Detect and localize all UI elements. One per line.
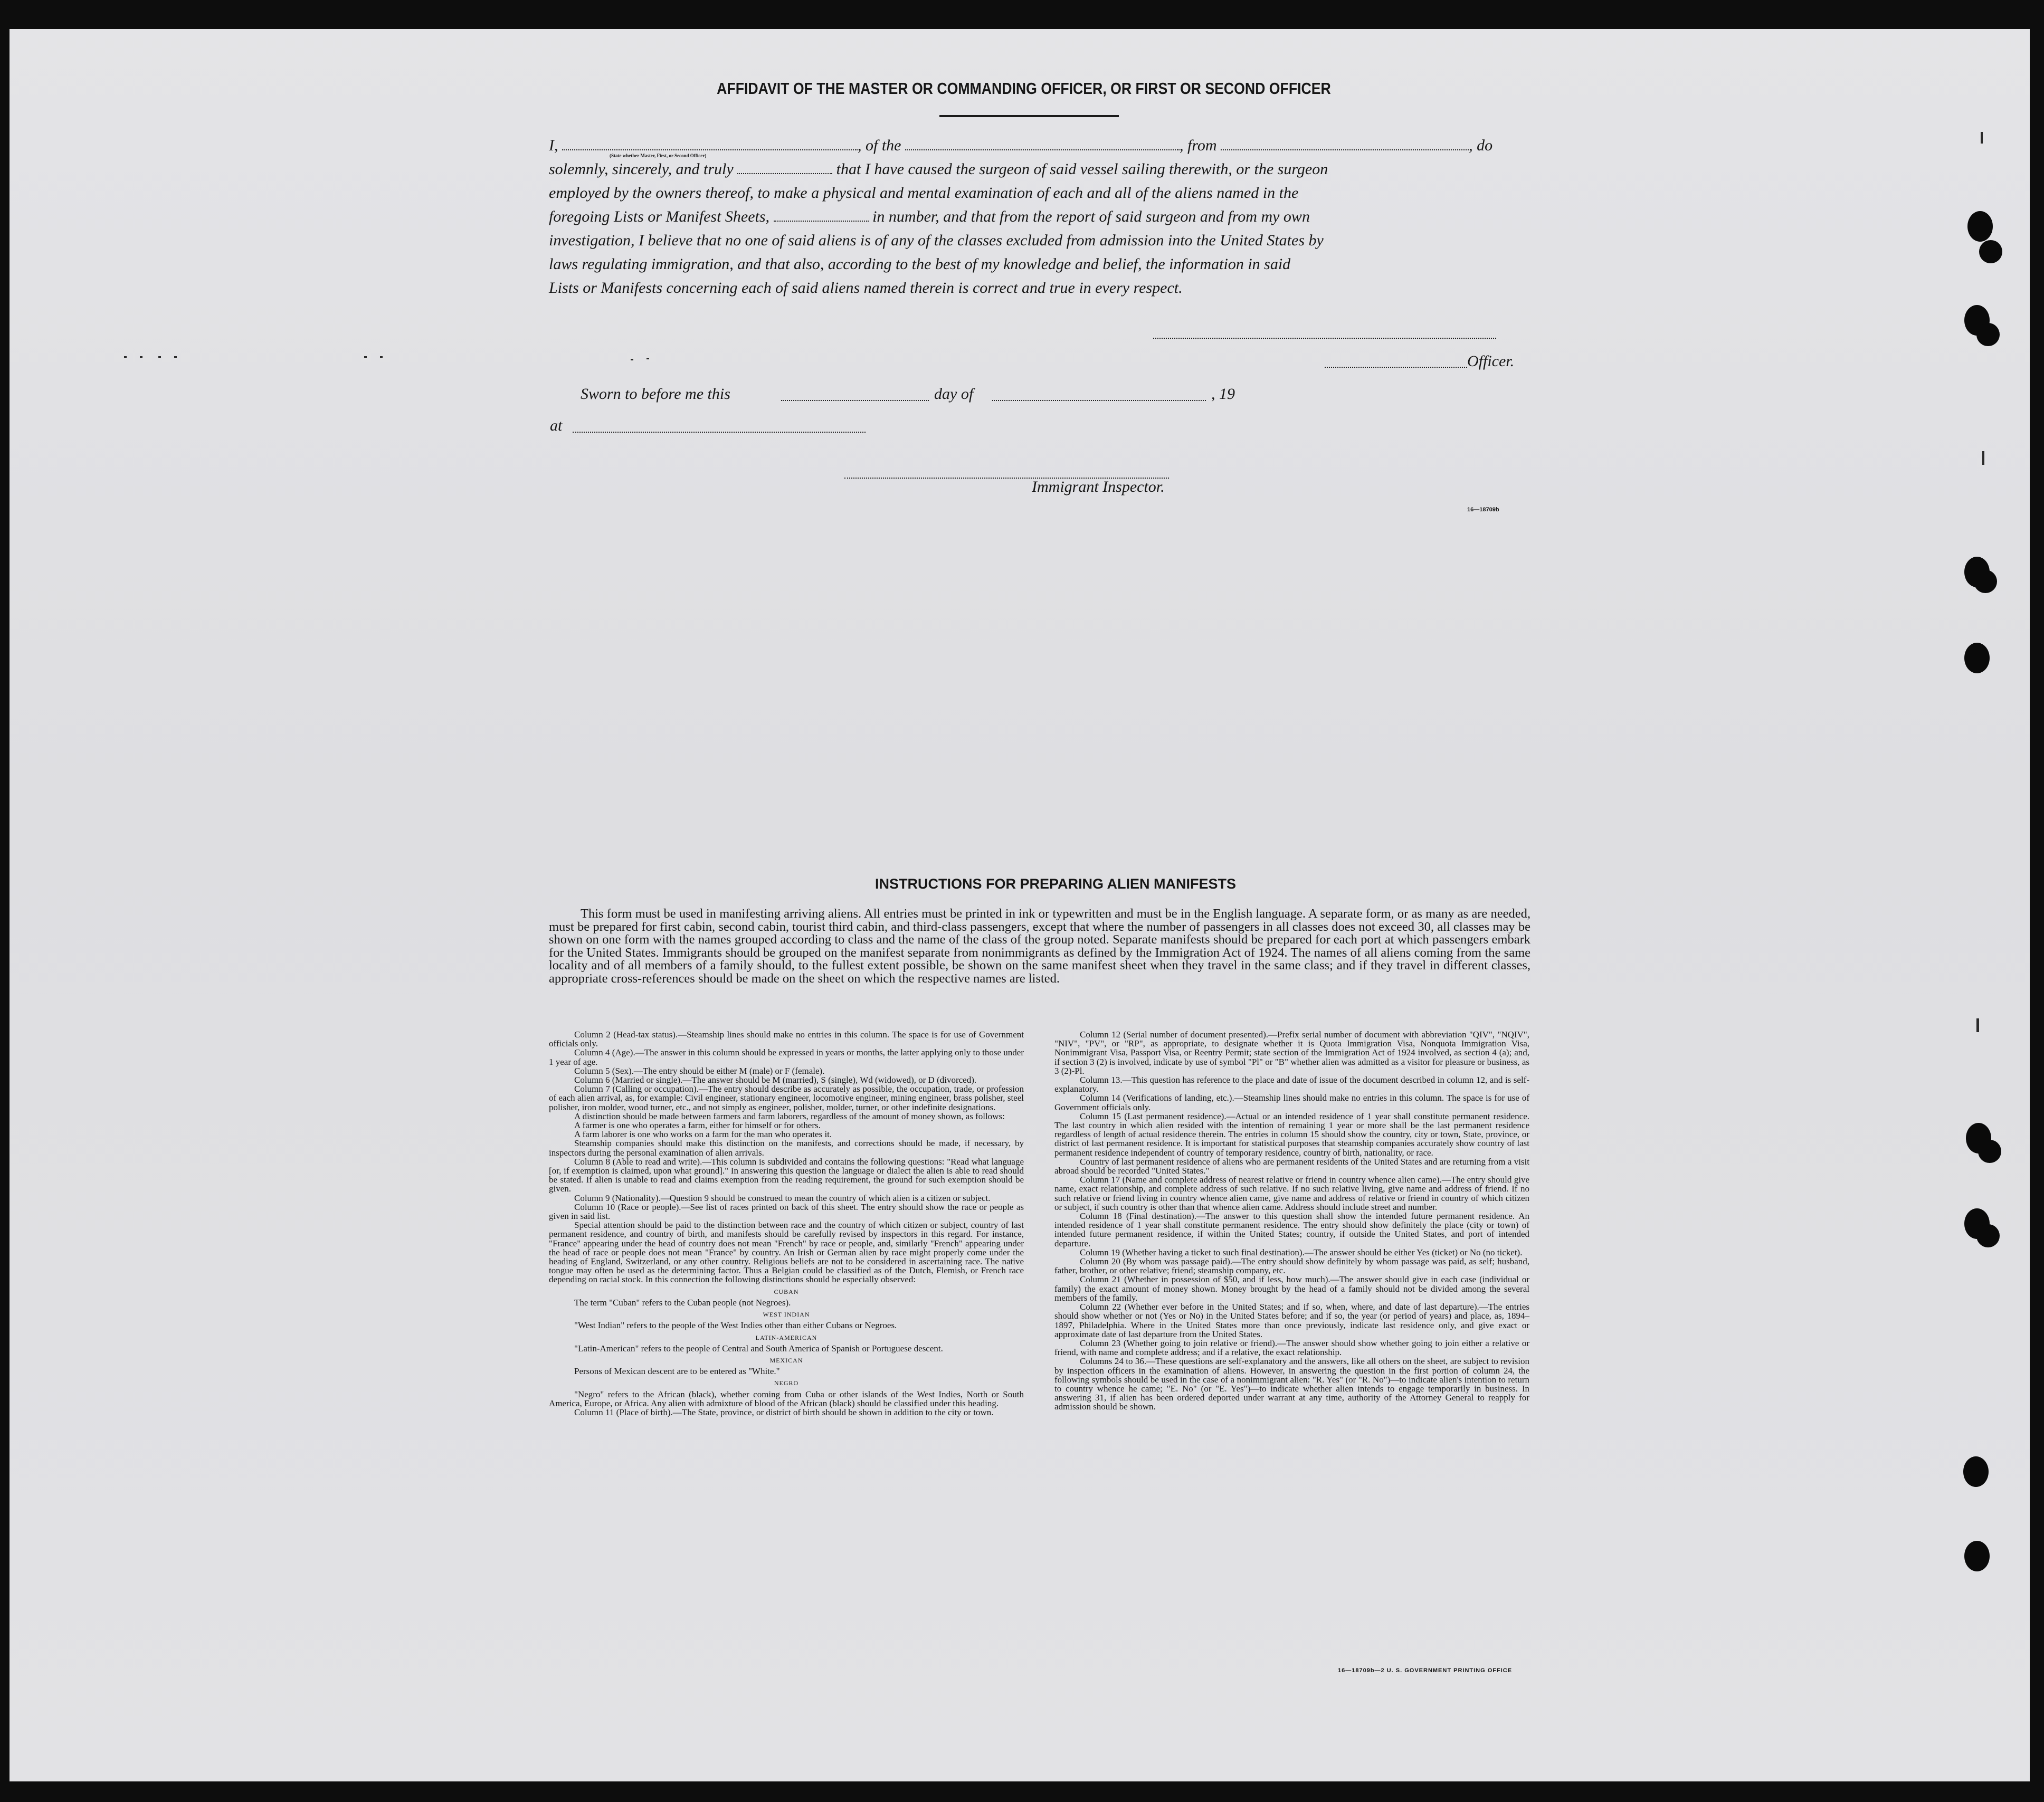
instruction-paragraph: Column 12 (Serial number of document presented).—Prefix serial number of document with abbreviation "QIV", "NQIV", "NIV", "PV", or "RP", as appropriate, to designate whether it is Quota Immigration Visa, Nonquota Immigration Visa, Nonimmigrant Visa, Passport Visa, or Reentry Permit; state section of the Immigration Act of 1924 involved, as section 4 (a); and, if section 3 (2) is involved, indicate by use of symbol "Pl" or "B" whether alien was admitted as a visitor for pleasure or business, as 3 (2)-Pl. bbox=[1054, 1029, 1529, 1076]
instruction-paragraph: Column 22 (Whether ever before in the United States; and if so, when, where, and date of last departure).—The entries should show whether or not (Yes or No) in the United States before; and if so, the year (or period of years) and place, as, 1894–1897, Philadelphia. Where in the United States more than once previously, indicate last residence only, and give exact or approximate date of last departure from the United States. bbox=[1054, 1302, 1529, 1339]
affidavit-do-text: , do bbox=[1469, 137, 1493, 154]
scan-border-bottom bbox=[0, 1781, 2044, 1802]
instruction-paragraph: Column 19 (Whether having a ticket to such final destination).—The answer should be either Yes (ticket) or No (no ticket). bbox=[1080, 1247, 1523, 1257]
vessel-name-field[interactable] bbox=[905, 146, 1180, 150]
affidavit-i-text: I, bbox=[549, 137, 558, 154]
instruction-paragraph: A farmer is one who operates a farm, either for himself or for others. bbox=[574, 1120, 821, 1131]
punch-hole bbox=[1974, 570, 1997, 593]
printing-office-footer: 16—18709b—2 U. S. GOVERNMENT PRINTING OFFICE bbox=[1338, 1667, 1513, 1674]
scan-speck bbox=[1976, 1018, 1979, 1032]
declaration-field[interactable] bbox=[737, 170, 832, 174]
instruction-paragraph: Column 18 (Final destination).—The answer to this question shall show the intended future permanent residence. An intended residence of 1 year shall constitute permanent residence. The entry should show definitely the place (city or town) of intended future permanent residence, if within the United States; country, if outside the United States, and port of intended departure. bbox=[1054, 1211, 1529, 1248]
instruction-paragraph: Steamship companies should make this distinction on the manifests, and corrections should be made, if necessary, by inspectors during the personal examination of alien arrivals. bbox=[549, 1138, 1024, 1158]
affidavit-line-3: employed by the owners thereof, to make a physical and mental examination of each and all of the aliens named in the bbox=[549, 184, 1299, 202]
title-underline bbox=[939, 115, 1119, 117]
instruction-paragraph: Column 9 (Nationality).—Question 9 should be construed to mean the country of which alien is a citizen or subject. bbox=[574, 1193, 991, 1203]
form-number: 16—18709b bbox=[1467, 507, 1499, 513]
affidavit-line-7: Lists or Manifests concerning each of said aliens named therein is correct and true in every respect. bbox=[549, 279, 1183, 297]
scan-speck bbox=[124, 356, 127, 358]
place-field[interactable] bbox=[573, 432, 866, 433]
definition-heading: MEXICAN bbox=[769, 1356, 803, 1364]
definition-heading: LATIN-AMERICAN bbox=[755, 1333, 817, 1341]
sheet-count-field[interactable] bbox=[774, 217, 869, 222]
instruction-paragraph: A distinction should be made between farmers and farm laborers, regardless of the amount of money shown, as follows: bbox=[574, 1111, 1005, 1121]
definition-heading: NEGRO bbox=[774, 1379, 799, 1387]
instruction-paragraph: Column 2 (Head-tax status).—Steamship lines should make no entries in this column. The space is for use of Government officials only. bbox=[549, 1029, 1024, 1049]
scan-speck bbox=[380, 356, 383, 358]
instruction-paragraph: Special attention should be paid to the distinction between race and the country of which citizen or subject, country of last permanent residence, and country of birth, and manifests should be carefully revised by inspectors in this regard. For instance, "France" appearing under the head of country does not mean "French" by race or people, and, similarly "French" appearing under the head of race or people does not mean "France" by country. An Irish or German alien by race might properly come under the heading of England, Switzerland, or any other country. Religious beliefs are not to be considered in ascertaining race. The native tongue may often be used as the determining factor. Thus a Belgian could be classified as of the Dutch, Flemish, or French race depending on racial stock. In this connection the following distinctions should be especially observed: bbox=[549, 1220, 1024, 1285]
instruction-paragraph: Column 14 (Verifications of landing, etc.).—Steamship lines should make no entries in this column. The space is for use of Government officials only. bbox=[1054, 1093, 1529, 1112]
instruction-paragraph: Column 23 (Whether going to join relative or friend).—The answer should show whether going to join either a relative or friend, with name and complete address; and if a relative, the exact relationship. bbox=[1054, 1338, 1529, 1358]
affidavit-text: in number, and that from the report of said surgeon and from my own bbox=[872, 208, 1310, 225]
punch-hole bbox=[1976, 323, 2000, 346]
affidavit-line-5: investigation, I believe that no one of said aliens is of any of the classes excluded from admission into the United States by bbox=[549, 232, 1324, 249]
port-from-field[interactable] bbox=[1221, 146, 1469, 150]
instructions-intro: This form must be used in manifesting arriving aliens. All entries must be printed in ink or typewritten and must be in the English language. A separate form, or as many as are needed, must be prepared for first cabin, second cabin, tourist third cabin, and third-class passengers, except that where the number of passengers in all classes does not exceed 30, all classes may be shown on one form with the names grouped according to class and the name of the class of the group noted. Separate manifests should be prepared for each port at which passengers embark for the United States. Immigrants should be grouped on the manifest separate from nonimmigrants as defined by the Immigration Act of 1924. The names of all aliens coming from the same locality and of all members of a family should, to the fullest extent possible, be shown on the same manifest sheet when they travel in the same class; and if they travel in different classes, appropriate cross-references should be made on the sheet on which the respective names are listed. bbox=[549, 907, 1530, 986]
instruction-paragraph: Column 20 (By whom was passage paid).—The entry should show definitely by whom passage was paid, as self; husband, father, brother, or other relative; friend; steamship company, etc. bbox=[1054, 1256, 1529, 1276]
at-label: at bbox=[550, 417, 563, 434]
sworn-month-field[interactable] bbox=[992, 400, 1206, 401]
instructions-title: INSTRUCTIONS FOR PREPARING ALIEN MANIFESTS bbox=[874, 876, 1237, 892]
instructions-right-column bbox=[1054, 1030, 1529, 1412]
inspector-label: Immigrant Inspector. bbox=[1032, 478, 1165, 495]
scan-border-right bbox=[2030, 0, 2044, 1802]
punch-hole bbox=[1976, 1224, 2000, 1247]
instruction-paragraph: Column 4 (Age).—The answer in this column should be expressed in years or months, the latter applying only to those under 1 year of age. bbox=[549, 1047, 1024, 1067]
scan-speck bbox=[364, 356, 367, 358]
definition-text: Persons of Mexican descent are to be entered as "White." bbox=[574, 1366, 780, 1377]
scan-speck bbox=[631, 359, 633, 360]
definition-heading: WEST INDIAN bbox=[763, 1311, 810, 1319]
definition-text: The term "Cuban" refers to the Cuban people (not Negroes). bbox=[574, 1297, 791, 1308]
scan-border-left bbox=[0, 0, 9, 1802]
instruction-paragraph: A farm laborer is one who works on a farm for the man who operates it. bbox=[574, 1129, 832, 1140]
instruction-paragraph: Column 10 (Race or people).—See list of races printed on back of this sheet. The entry should show the race or people as given in said list. bbox=[549, 1202, 1024, 1222]
instruction-paragraph: Column 11 (Place of birth).—The State, province, or district of birth should be shown in addition to the city or town. bbox=[574, 1407, 994, 1417]
scan-speck bbox=[1981, 132, 1983, 144]
instruction-paragraph: Column 7 (Calling or occupation).—The entry should describe as accurately as possible, the occupation, trade, or profession of each alien arrival, as, for example: Civil engineer, stationary engineer, locomotive engineer, mining engineer, brass polisher, steel polisher, iron molder, wood turner, etc., and not simply as engineer, polisher, molder, turner, or other indefinite designations. bbox=[549, 1084, 1024, 1112]
affidavit-from-text: , from bbox=[1180, 137, 1217, 154]
instruction-paragraph: Column 5 (Sex).—The entry should be either M (male) or F (female). bbox=[574, 1065, 825, 1076]
affidavit-text: solemnly, sincerely, and truly bbox=[549, 160, 734, 178]
officer-signature-line-2[interactable] bbox=[1325, 367, 1467, 368]
affidavit-body bbox=[549, 134, 1530, 300]
sworn-day-field[interactable] bbox=[781, 400, 929, 401]
rank-caption: (State whether Master, First, or Second Officer) bbox=[610, 153, 707, 158]
affidavit-line-4 bbox=[549, 205, 1530, 228]
definition-heading: CUBAN bbox=[774, 1288, 799, 1295]
instruction-paragraph: Column 13.—This question has reference to the place and date of issue of the document described in column 12, and is self-explanatory. bbox=[1054, 1075, 1529, 1094]
affidavit-text: foregoing Lists or Manifest Sheets, bbox=[549, 208, 770, 225]
scan-speck bbox=[1982, 451, 1984, 465]
instruction-paragraph: Column 15 (Last permanent residence).—Actual or an intended residence of 1 year shall constitute permanent residence. The last country in which alien resided with the intention of remaining 1 year or more shall be the last permanent residence regardless of length of actual residence therein. The entries in column 15 should show the country, city or town, State, province, or district of last permanent residence. It is important for statistical purposes that steamship companies accurately show country of last permanent residence independent of country of temporary residence, country of birth, nationality, or race. bbox=[1054, 1111, 1529, 1158]
punch-hole bbox=[1964, 643, 1990, 673]
punch-hole bbox=[1978, 1140, 2001, 1163]
affidavit-line-2 bbox=[549, 157, 1530, 181]
instruction-paragraph: Columns 24 to 36.—These questions are self-explanatory and the answers, like all others on the sheet, are subject to revision by inspection officers in the examination of aliens. However, in answering the question in the first portion of column 24, the following symbols should be used in the case of a nonimmigrant alien: "R. Yes" (or "R. No")—to indicate alien's intention to return to country whence he came; "E. No" (or "E. Yes")—to indicate whether alien intends to engage temporarily in business. In answering 31, if alien has been ordered deported under warrant at any time, authority of the Attorney General to reapply for admission should be shown. bbox=[1054, 1356, 1529, 1412]
definition-text: "Negro" refers to the African (black), whether coming from Cuba or other islands of the West Indies, North or South America, Europe, or Africa. Any alien with admixture of blood of the African (black) should be classified under this heading. bbox=[549, 1389, 1024, 1408]
definition-text: "Latin-American" refers to the people of Central and South America of Spanish or Portuguese descent. bbox=[574, 1343, 943, 1353]
day-of-label: day of bbox=[934, 385, 974, 403]
affidavit-text: that I have caused the surgeon of said vessel sailing therewith, or the surgeon bbox=[836, 160, 1328, 178]
officer-rank-field[interactable] bbox=[562, 146, 858, 150]
instruction-paragraph: Column 8 (Able to read and write).—This column is subdivided and contains the following questions: "Read what language [or, if exemption is claimed, upon what ground]." In answering this question the language or dialect the alien is able to read should be stated. If alien is unable to read and claims exemption from the reading requirement, the ground for such exemption should be given. bbox=[549, 1156, 1024, 1194]
scan-speck bbox=[140, 356, 142, 358]
scan-speck bbox=[174, 356, 177, 358]
punch-hole bbox=[1979, 240, 2002, 263]
scan-speck bbox=[158, 356, 161, 358]
affidavit-of-the-text: , of the bbox=[858, 137, 901, 154]
instructions-left-column bbox=[549, 1030, 1024, 1417]
sworn-label: Sworn to before me this bbox=[581, 385, 730, 403]
definition-text: "West Indian" refers to the people of the West Indies other than either Cubans or Negroes. bbox=[574, 1320, 897, 1331]
scan-speck bbox=[647, 358, 649, 359]
instruction-paragraph: Column 21 (Whether in possession of $50, and if less, how much).—The answer should give in each case (individual or family) the exact amount of money shown. Money brought by the head of a family should not be divided among the several members of the family. bbox=[1054, 1274, 1529, 1303]
punch-hole bbox=[1963, 1456, 1989, 1487]
affidavit-line-6: laws regulating immigration, and that also, according to the best of my knowledge and belief, the information in said bbox=[549, 255, 1291, 273]
officer-signature-line[interactable] bbox=[1153, 338, 1496, 339]
officer-label: Officer. bbox=[1467, 352, 1515, 370]
punch-hole bbox=[1964, 1541, 1990, 1571]
scan-border-top bbox=[0, 0, 2044, 29]
affidavit-title: AFFIDAVIT OF THE MASTER OR COMMANDING OFFICER, OR FIRST OR SECOND OFFICER bbox=[717, 79, 1331, 98]
instruction-paragraph: Column 6 (Married or single).—The answer should be M (married), S (single), Wd (widowed), or D (divorced). bbox=[574, 1075, 977, 1085]
instruction-paragraph: Column 17 (Name and complete address of nearest relative or friend in country whence alien came).—The entry should give name, exact relationship, and complete address of such relative. If no such relative living, give name and address of friend. If no such relative or friend living in country whence alien came, give name and address of relative or friend in country of which citizen or subject, if such country is other than that whence alien came. Address should include street and number. bbox=[1054, 1175, 1529, 1212]
instruction-paragraph: Country of last permanent residence of aliens who are permanent residents of the United States and are returning from a visit abroad should be recorded "United States." bbox=[1054, 1156, 1529, 1176]
year-label: , 19 bbox=[1211, 385, 1235, 403]
punch-hole bbox=[1967, 211, 1993, 242]
